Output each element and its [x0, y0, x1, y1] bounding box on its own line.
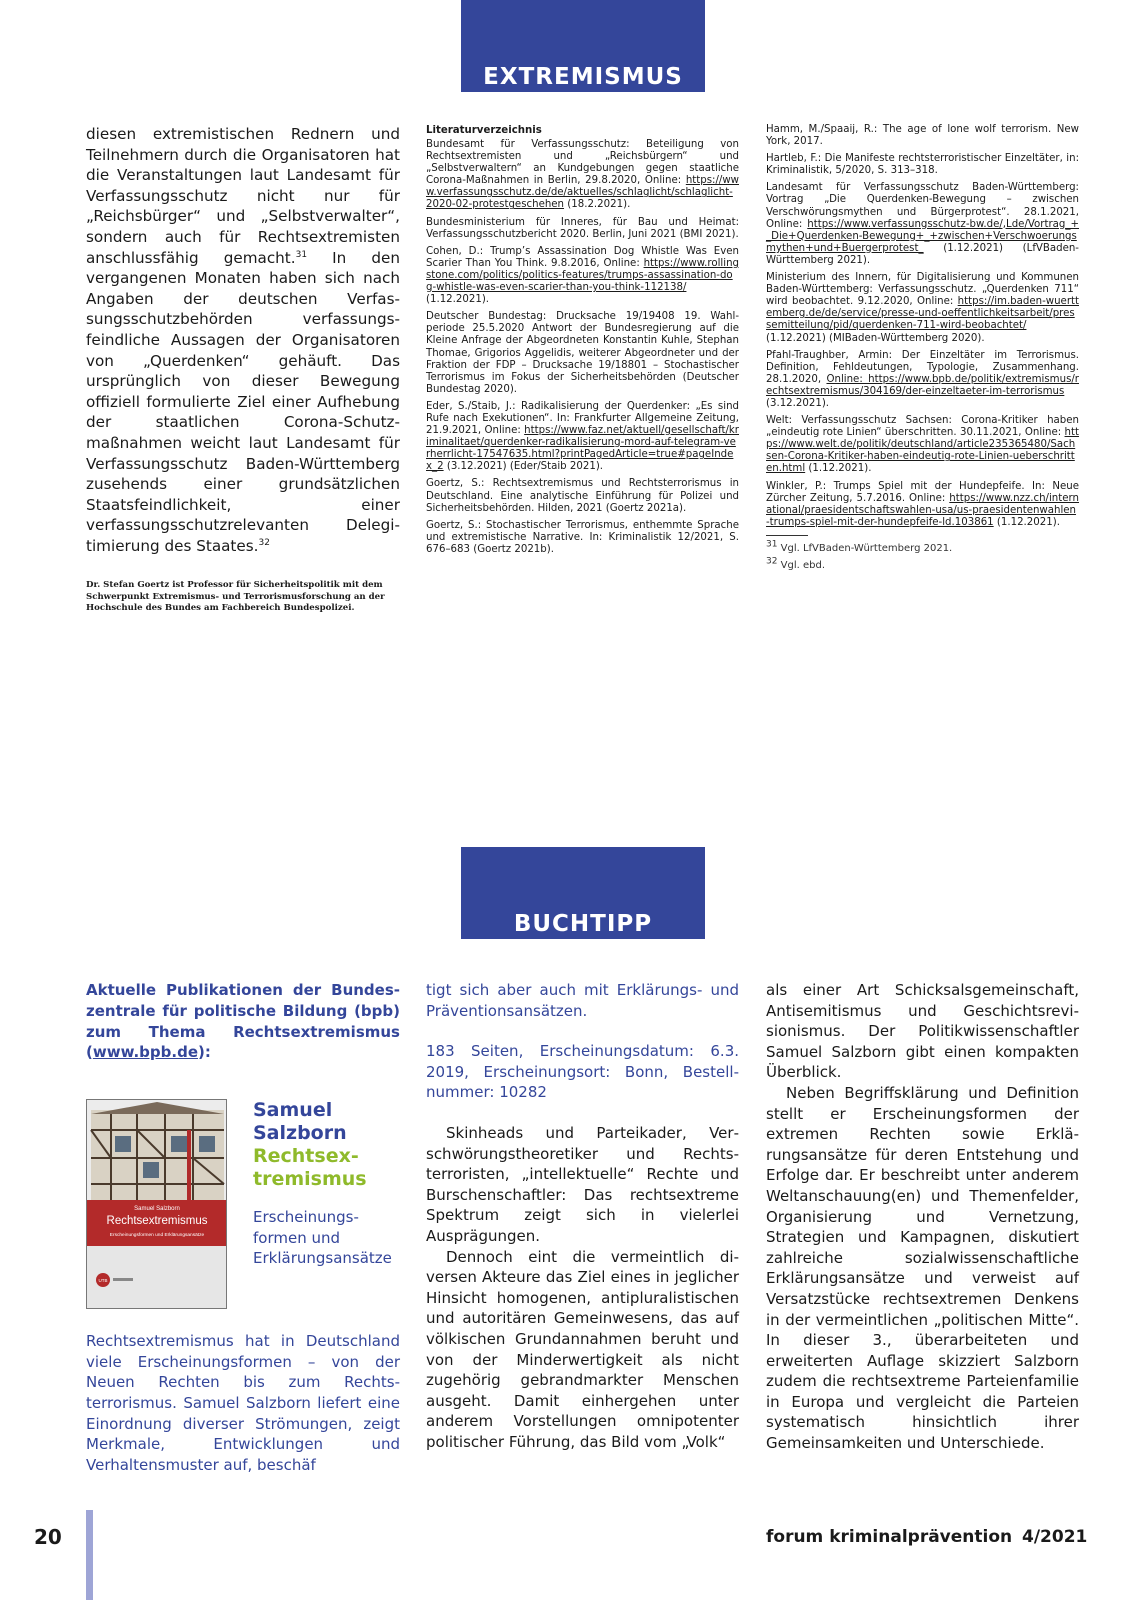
book-cover-image	[86, 1099, 227, 1309]
author-note: Dr. Stefan Goertz ist Professor für Sicherheitspolitik mit dem Schwerpunkt Extremismus- und Terrorismusforschung an der Hochschule des Bundes am Fachbereich Bundespolizei.	[86, 580, 385, 613]
footnote-marker[interactable]: 31	[295, 249, 308, 260]
section-title: BUCHTIPP	[513, 911, 653, 937]
book-details: 183 Seiten, Erscheinungsdatum: 6.3. 2019, Erscheinungsort: Bonn, Bestellnummer: 10282	[426, 1042, 739, 1102]
reference-entry: Landesamt für Verfassungsschutz Baden-Württemberg: Vortrag „Die Querdenken-Bewegung – zwischen Verschwörungsmythen und Bürgerprotest“. 28.1.2021, Online: https://www.verfassungsschutz-bw.de/,Lde/Vortrag_+_Die+Querdenken-Bewegung+_+zwischen+Verschwoerungsmythen+und+Buergerprotest_ (1.12.2021) (LfVBaden-Württemberg 2021).	[766, 182, 1079, 266]
review-paragraph: Neben Begriffsklärung und Definition stellt er Erscheinungsformen der extremen Rechten sowie Erklärungsansätze für deren Entstehung und Erfolge dar. Er beschreibt unter anderem Weltanschauung(en) und Themenfelder, Organisierung und Vernetzung, Strategien und Kampagnen, diskutiert zahlreiche sozialwissenschaftliche Erklärungsansätze und verweist auf Versatzstücke rechtsextremen Denkens in der vermeintlichen „politischen Mitte“. In dieser 3., überarbeiteten und erweiterten Auflage skizziert Salzborn zudem die rechtsextreme Parteienfamilie in Europa und vergleicht die Parteien systematisch hinsichtlich ihrer Gemeinsamkeiten und Unterschiede.	[766, 1083, 1079, 1453]
review-paragraph: Skinheads und Parteikader, Verschwörungstheoretiker und Rechtsterroristen, „intellektuelle“ Rechte und Burschenschaftler: Das rechtsextreme Spektrum zeigt sich in vielerlei Ausprägungen.	[426, 1123, 739, 1245]
buchtipp-column-3	[766, 980, 1079, 1454]
footnote-divider	[766, 535, 808, 536]
references-column-2	[766, 124, 1079, 574]
page-number: 20	[34, 1525, 62, 1549]
footnote	[766, 540, 1079, 557]
reference-entry: Bundesamt für Verfassungsschutz: Beteiligung von Rechtsextremisten und „Reichsbürgern“ und „Selbstverwaltern“ an Kundgebungen gegen staatliche Corona-Maßnahmen in Berlin, 29.8.2020, Online: https://www.verfassungsschutz.de/de/aktuelles/schlaglicht/schlaglicht-2020-02-protestgeschehen (18.2.2021).	[426, 139, 739, 211]
reference-entry: Goertz, S.: Rechtsextremismus und Rechtsterrorismus in Deutschland. Eine analytische Einführung für Polizei und Sicherheitsbehörden. Hilden, 2021 (Goertz 2021a).	[426, 478, 739, 514]
footnote-marker[interactable]: 32	[258, 537, 270, 548]
magazine-name: forum kriminalprävention	[766, 1527, 1013, 1547]
review-paragraph: Dennoch eint die vermeintlich diversen Akteure das Ziel eines in jeglicher Hinsicht homogenen, antipluralistischen und autoritären Gemeinwesens, das auf völkischen Grundannahmen beruht und von der Minderwertigkeit als nicht zugehörig gebrandmarkter Menschen ausgeht. Damit einhergehen unter anderem Vorstellungen omnipotenter politischer Führung, das Bild vom „Volk“	[426, 1247, 739, 1451]
cover-publisher-text: Samuel Salzborn	[134, 1206, 180, 1213]
book-blurb-continued: tigt sich aber auch mit Erklärungs- und Präventionsansätzen.	[426, 981, 739, 1020]
book-block	[86, 1099, 400, 1331]
review-paragraph: als einer Art Schicksalsgemeinschaft, Antisemitismus und Geschichtsrevisionismus. Der Politikwissenschaftler Samuel Salzborn gibt einen kompakten Überblick.	[766, 981, 1079, 1082]
book-subtitle: Erscheinungsformen und Erklärungsansätze	[253, 1208, 392, 1268]
footnote-number: 32	[766, 556, 778, 567]
footnote-text: Vgl. LfVBaden-Württemberg 2021.	[780, 542, 953, 554]
reference-link[interactable]: https://www.verfassungsschutz-bw.de/,Lde/Vortrag_+_Die+Querdenken-Bewegung+_+zwischen+Verschwoerungsmythen+und+Buergerprotest_	[766, 218, 1079, 254]
reference-link[interactable]: https://im.baden-wuerttemberg.de/de/service/presse-und-oeffentlichkeitsarbeit/pressemitteilung/pid/querdenken-711-wird-beobachtet/	[766, 296, 1079, 332]
reference-entry: Deutscher Bundestag: Drucksache 19/19408 19. Wahlperiode 25.5.2020 Antwort der Bundesregierung auf die Kleine Anfrage der Abgeordneten Konstantin Kuhle, Stephan Thomae, Grigorios Aggelidis, weiterer Abgeordneter und der Fraktion der FDP – Drucksache 19/18801 – Stochastischer Terrorismus im Fokus der Sicherheitsbehörden (Deutscher Bundestag 2020).	[426, 311, 739, 395]
footer-accent-bar	[86, 1510, 93, 1600]
article-column	[86, 124, 400, 614]
footnote-number: 31	[766, 539, 778, 550]
reference-entry: Hamm, M./Spaaij, R.: The age of lone wolf terrorism. New York, 2017.	[766, 124, 1079, 148]
book-author: Samuel Salzborn	[253, 1099, 347, 1145]
issue-number: 4/2021	[1022, 1527, 1088, 1547]
section-header-buchtipp	[461, 847, 705, 939]
footnote	[766, 557, 1079, 574]
reference-link[interactable]: https://www.faz.net/aktuell/gesellschaft/kriminalitaet/querdenker-radikalisierung-mord-auf-telegram-verherrlicht-17547635.html?printPagedArticle=true#pageIndex_2	[426, 425, 739, 473]
book-cover-illustration	[87, 1100, 227, 1309]
reference-entry: Bundesministerium für Inneres, für Bau und Heimat: Verfassungsschutzbericht 2020. Berlin, Juni 2021 (BMI 2021).	[426, 216, 739, 240]
references-list	[766, 124, 1079, 529]
references-list	[426, 139, 739, 556]
reference-link[interactable]: https://www.verfassungsschutz.de/de/aktuelles/schlaglicht/schlaglicht-2020-02-protestgeschehen	[426, 175, 739, 211]
reference-entry: Hartleb, F.: Die Manifeste rechtsterroristischer Einzeltäter, in: Kriminalistik, 5/2020, S. 313–318.	[766, 153, 1079, 177]
footnotes	[766, 540, 1079, 574]
reference-entry: Goertz, S.: Stochastischer Terrorismus, enthemmte Sprache und extremistische Narrative. In: Kriminalistik 12/2021, S. 676–683 (Goertz 2021b).	[426, 519, 739, 555]
cover-logo-text: UTB	[98, 1278, 108, 1284]
book-blurb: Rechtsextremismus hat in Deutschland viele Erscheinungsformen – von der Neuen Rechten bis zum Rechtsterrorismus. Samuel Salzborn liefert eine Einordnung diverser Strömungen, zeigt Merkmale, Entwicklungen und Verhaltensmuster auf, beschäf	[86, 1332, 400, 1474]
footnote-text: Vgl. ebd.	[780, 559, 825, 571]
article-body: diesen extremistischen Rednern und Teilnehmern durch die Organisatoren hat die Veranstaltungen laut Landesamt für Verfassungsschutz nicht nur für „Reichsbürger“ und „Selbstverwalter“, sondern auch für Rechtsextremisten anschlussfähig gemacht.$^{31}$ In den vergangenen Monaten haben sich nach Angaben der deutschen Verfassungsschutzbehörden verfassungsfeindliche Aussagen der Organisatoren von „Querdenken“ gehäuft. Das ursprünglich von dieser Bewegung offiziell formulierte Ziel einer Aufhebung der staatlichen Corona-Schutzmaßnahmen weicht laut Landesamt für Verfassungsschutz Baden-Württemberg zusehends einer grundsätzlichen Staatsfeindlichkeit, einer verfassungsschutzrelevanten Delegitimierung des Staates.$^{32}$	[86, 125, 400, 555]
buchtipp-column-1	[86, 980, 400, 1475]
reference-link[interactable]: https://www.rollingstone.com/politics/politics-features/trumps-assassination-dog-whistle-was-even-scarier-than-you-think-112138/	[426, 257, 739, 294]
reference-entry: Eder, S./Staib, J.: Radikalisierung der Querdenker: „Es sind Rufe nach Exekutionen“. In: Frankfurter Allgemeine Zeitung, 21.9.2021, Online: https://www.faz.net/aktuell/gesellschaft/kriminalitaet/querdenker-radikalisierung-mord-auf-telegram-verherrlicht-17547635.html?printPagedArticle=true#pageIndex_2 (3.12.2021) (Eder/Staib 2021).	[426, 400, 739, 473]
reference-link[interactable]: Online: https://www.bpb.de/politik/extremismus/rechtsextremismus/304169/der-einzeltaeter-im-terrorismus	[766, 373, 1079, 397]
book-title: Rechtsextremismus	[253, 1145, 367, 1191]
section-header-extremismus	[461, 0, 705, 92]
reference-entry: Welt: Verfassungsschutz Sachsen: Corona-Kritiker haben „eindeutig rote Linien“ überschritten. 30.11.2021, Online: https://www.welt.de/politik/deutschland/article235365480/Sachsen-Corona-Kritiker-haben-eindeutig-rote-Linien-ueberschritten.html (1.12.2021).	[766, 415, 1079, 475]
section-title: EXTREMISMUS	[483, 64, 683, 90]
reference-entry: Ministerium des Innern, für Digitalisierung und Kommunen Baden-Württemberg: Verfassungsschutz. „Querdenken 711“ wird beobachtet. 9.12.2020, Online: https://im.baden-wuerttemberg.de/de/service/presse-und-oeffentlichkeitsarbeit/pressemitteilung/pid/querdenken-711-wird-beobachtet/ (1.12.2021) (MIBaden-Württemberg 2020).	[766, 272, 1079, 344]
reference-entry: Winkler, P.: Trumps Spiel mit der Hundepfeife. In: Neue Zürcher Zeitung, 5.7.2016. Online: https://www.nzz.ch/international/praesidentschaftswahlen-usa/us-praesidentenwahlen-trumps-spiel-mit-der-hundepfeife-ld.103861 (1.12.2021).	[766, 480, 1079, 528]
references-column-1	[426, 124, 739, 561]
buchtipp-intro: Aktuelle Publikationen der Bundeszentrale für politische Bildung (bpb) zum Thema Rechtsextremismus (www.bpb.de):	[86, 981, 400, 1062]
bpb-link[interactable]: www.bpb.de	[92, 1043, 198, 1062]
reference-entry: Pfahl-Traughber, Armin: Der Einzeltäter im Terrorismus. Definition, Fehldeutungen, Typologie, Zusammenhang. 28.1.2020, Online: https://www.bpb.de/politik/extremismus/rechtsextremismus/304169/der-einzeltaeter-im-terrorismus (3.12.2021).	[766, 349, 1079, 409]
reference-link[interactable]: https://www.welt.de/politik/deutschland/article235365480/Sachsen-Corona-Kritiker-haben-eindeutig-rote-Linien-ueberschritten.html	[766, 427, 1079, 475]
reference-entry: Cohen, D.: Trump’s Assassination Dog Whistle Was Even Scarier Than You Think. 9.8.2016, Online: https://www.rollingstone.com/politics/politics-features/trumps-assassination-dog-whistle-was-even-scarier-than-you-think-112138/ (1.12.2021).	[426, 245, 739, 306]
buchtipp-column-2	[426, 980, 739, 1452]
cover-title-text: Rechtsextremismus	[106, 1215, 208, 1228]
book-info	[253, 1099, 403, 1269]
reference-link[interactable]: https://www.nzz.ch/international/praesidentschaftswahlen-usa/us-praesidentenwahlen-trumps-spiel-mit-der-hundepfeife-ld.103861	[766, 492, 1079, 528]
references-title: Literaturverzeichnis	[426, 125, 542, 136]
cover-subtitle-text: Erscheinungsformen und Erklärungsansätze	[109, 1233, 205, 1239]
